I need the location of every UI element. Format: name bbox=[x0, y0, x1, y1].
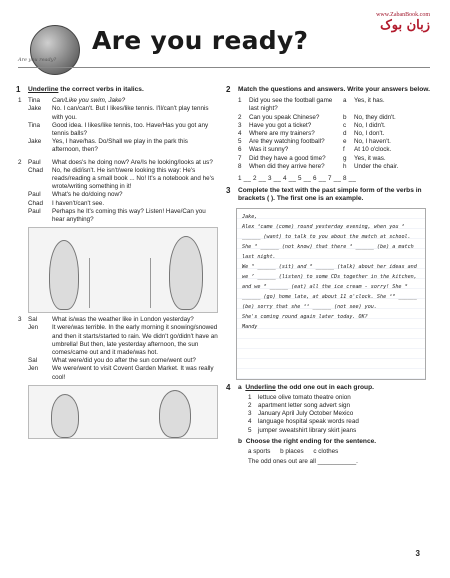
brand-name: زبان بوک bbox=[380, 18, 430, 33]
exercise-4 bbox=[226, 382, 438, 467]
exercise-3 bbox=[226, 186, 438, 379]
utterance: What does's he doing now? Are/Is he looking/looks at us? bbox=[52, 158, 213, 166]
word-group[interactable]: apartment letter song advert sign bbox=[258, 402, 351, 410]
handwritten-note[interactable]: Jake, Alex ¹came (come) round yesterday evening, when you ² ______ (want) to talk to you about the match at school. She ³ ______ (not know) that there ⁴ ______ (be) a match last night. We ⁵ ______ (sit) and ⁶ ______ (talk) about her ideas and we ⁷ ______ (listen) to some CDs together in the kitchen, and we ⁸ ______ (eat) all the ice cream - sorry! She ⁹ ______ (go) home late, at about 11 o'clock. She ¹⁰ ______ (be) sorry that she ¹¹ ______ (not see) you. She's coming round again later today. OK? Mandy bbox=[236, 208, 426, 380]
answer: No, I don't. bbox=[354, 130, 385, 138]
utterance: Can/Like you swim, Jake? bbox=[52, 97, 126, 105]
speaker: Jake bbox=[28, 138, 42, 146]
answer: No, I didn't. bbox=[354, 121, 386, 129]
exercise-instruction: Match the questions and answers. Write your answers below. bbox=[238, 86, 430, 93]
utterance: Good idea. I likes/like tennis, too. Have/Has you got any tennis balls? bbox=[52, 121, 209, 138]
dialogue-line bbox=[28, 191, 218, 199]
answer: Under the chair. bbox=[354, 162, 399, 170]
question: Did you see the football game last night? bbox=[249, 97, 333, 113]
exercise-number: 3 bbox=[226, 186, 231, 196]
question-number: 8 bbox=[238, 162, 242, 170]
question: Are they watching football? bbox=[249, 138, 325, 146]
instr-text: the correct verbs in italics. bbox=[58, 86, 144, 93]
illustration-market bbox=[28, 385, 218, 439]
question: Where are my trainers? bbox=[249, 130, 315, 138]
instr-underline: Underline bbox=[245, 383, 276, 391]
dialogue-line bbox=[28, 316, 218, 324]
right-column bbox=[226, 85, 438, 470]
speaker: Sal bbox=[28, 316, 38, 324]
answer-letter: d bbox=[343, 130, 347, 138]
speaker: Paul bbox=[28, 207, 41, 215]
group-number: 5 bbox=[248, 426, 252, 434]
speaker: Chad bbox=[28, 166, 44, 174]
speaker: Jen bbox=[28, 324, 39, 332]
dialogue-1 bbox=[18, 97, 218, 154]
exercise-number: 4 bbox=[226, 382, 231, 392]
speaker: Jen bbox=[28, 365, 39, 373]
choice-option[interactable]: a sports bbox=[248, 448, 271, 456]
speaker: Paul bbox=[28, 191, 41, 199]
dialogue-line bbox=[28, 200, 218, 208]
answer-letter: g bbox=[343, 154, 347, 162]
choice-option[interactable]: b places bbox=[280, 448, 304, 456]
group-number: 1 bbox=[248, 393, 252, 401]
group-number: 4 bbox=[248, 418, 252, 426]
question-number: 4 bbox=[238, 130, 242, 138]
globe-label: Are you ready? bbox=[18, 57, 57, 63]
dialogue-3 bbox=[18, 316, 218, 382]
word-group[interactable]: language hospital speak words read bbox=[258, 418, 359, 426]
instr-text: Choose the right ending for the sentence. bbox=[245, 437, 377, 445]
answer: At 10 o'clock. bbox=[354, 146, 392, 154]
answer: No, they didn't. bbox=[354, 113, 396, 121]
utterance: Perhaps he It's coming this way? Listen! Have/Can you hear anything? bbox=[52, 207, 206, 224]
question: Did they have a good time? bbox=[249, 154, 326, 162]
answer-blanks[interactable]: 1 __ 2 __ 3 __ 4 __ 5 __ 6 __ 7 __ 8 __ bbox=[238, 175, 357, 183]
dialogue-line bbox=[28, 159, 218, 167]
utterance: What's he do/doing now? bbox=[52, 191, 123, 199]
dialogue-line bbox=[28, 105, 218, 121]
utterance: We were/went to visit Covent Garden Market. It was really cool! bbox=[52, 365, 214, 381]
title-divider bbox=[18, 67, 430, 68]
utterance: What is/was the weather like in London yesterday? bbox=[52, 316, 194, 324]
word-groups bbox=[248, 394, 438, 435]
answer: No, I haven't. bbox=[354, 138, 391, 146]
word-group[interactable]: lettuce olive tomato theatre onion bbox=[258, 393, 351, 401]
instr-text: the odd one out in each group. bbox=[275, 383, 374, 391]
exercise-number: 2 bbox=[226, 85, 231, 94]
answer-letter: a bbox=[343, 97, 347, 105]
speaker: Tina bbox=[28, 97, 41, 105]
dialogue-line bbox=[28, 167, 218, 192]
choice-option[interactable]: c clothes bbox=[313, 448, 339, 456]
question: Can you speak Chinese? bbox=[249, 113, 320, 121]
part-label: b bbox=[238, 437, 243, 445]
question-number: 6 bbox=[238, 146, 242, 154]
instr-underline: Underline bbox=[28, 86, 59, 93]
exercise-number: 1 bbox=[16, 85, 21, 94]
person-figure bbox=[51, 394, 79, 438]
person-figure bbox=[49, 240, 79, 310]
speaker: Paul bbox=[28, 158, 41, 166]
dialogue-line bbox=[28, 122, 218, 138]
question-number: 1 bbox=[238, 97, 242, 105]
dialogue-number: 3 bbox=[18, 316, 22, 324]
match-table bbox=[238, 97, 438, 171]
page-number: 3 bbox=[415, 549, 420, 558]
utterance: Yes, I have/has. Do/Shall we play in the park this afternoon, then? bbox=[52, 138, 188, 154]
answer-letter: c bbox=[343, 121, 347, 129]
exercise-2 bbox=[226, 85, 438, 183]
dialogue-number: 2 bbox=[18, 158, 22, 166]
utterance: What were/did you do after the sun come/went out? bbox=[52, 357, 196, 365]
dialogue-line bbox=[28, 324, 218, 357]
speaker: Jake bbox=[28, 105, 42, 113]
dialogue-2 bbox=[18, 158, 218, 225]
speaker: Tina bbox=[28, 121, 41, 129]
dialogue-line bbox=[28, 97, 218, 105]
dialogue-line bbox=[28, 365, 218, 381]
utterance: No, he did/isn't. He isn't/were looking this way: He's reads/reading a small book ... No! It's a notebook and he's wrote/writing something in it! bbox=[52, 166, 215, 191]
word-group[interactable]: January April July October Mexico bbox=[258, 410, 354, 418]
answer-letter: h bbox=[343, 162, 347, 170]
answer: Yes, it has. bbox=[354, 97, 385, 105]
dialogue-number: 1 bbox=[18, 97, 22, 105]
fill-sentence[interactable]: The odd ones out are all ___________. bbox=[248, 458, 358, 466]
dialogue-line bbox=[28, 138, 218, 154]
answer-letter: f bbox=[343, 146, 345, 154]
question: Have you got a ticket? bbox=[249, 121, 312, 129]
group-number: 2 bbox=[248, 402, 252, 410]
answer: Yes, it was. bbox=[354, 154, 386, 162]
left-column bbox=[16, 85, 218, 443]
question-number: 5 bbox=[238, 138, 242, 146]
illustration-detective bbox=[28, 227, 218, 313]
question-number: 3 bbox=[238, 121, 242, 129]
brand-logo bbox=[355, 12, 430, 42]
speaker: Sal bbox=[28, 357, 38, 365]
person-figure bbox=[159, 390, 191, 438]
part-label: a bbox=[238, 383, 242, 391]
question-number: 7 bbox=[238, 154, 242, 162]
background-building bbox=[89, 258, 151, 308]
utterance: I haven't/can't see. bbox=[52, 199, 105, 207]
answer-letter: e bbox=[343, 138, 347, 146]
answer-letter: b bbox=[343, 113, 347, 121]
exercise-1 bbox=[16, 85, 218, 439]
detective-figure bbox=[169, 236, 203, 310]
dialogue-line bbox=[28, 208, 218, 224]
question-number: 2 bbox=[238, 113, 242, 121]
page-title: Are you ready? bbox=[92, 26, 309, 55]
utterance: No. I can/can't. But I likes/like tennis. I'll/can't play tennis with you. bbox=[52, 105, 209, 121]
part-b-instruction bbox=[238, 438, 438, 446]
utterance: It were/was terrible. In the early morning it snowing/snowed and then it starts/started to rain. We didn't go/didn't have an umbrella! But then, late yesterday afternoon, the sun comes/came out and it made/was hot. bbox=[52, 324, 218, 357]
question: Was it sunny? bbox=[249, 146, 289, 154]
word-group[interactable]: jumper sweatshirt library skirt jeans bbox=[258, 426, 357, 434]
exercise-instruction bbox=[28, 86, 218, 94]
dialogue-line bbox=[28, 357, 218, 365]
exercise-instruction bbox=[238, 384, 438, 392]
exercise-instruction: Complete the text with the past simple form of the verbs in brackets ( ). The first one is an example. bbox=[238, 187, 422, 203]
question: When did they arrive here? bbox=[249, 162, 325, 170]
group-number: 3 bbox=[248, 410, 252, 418]
speaker: Chad bbox=[28, 199, 44, 207]
ending-choices bbox=[248, 448, 438, 456]
brand-url: www.ZabanBook.com bbox=[376, 12, 430, 18]
